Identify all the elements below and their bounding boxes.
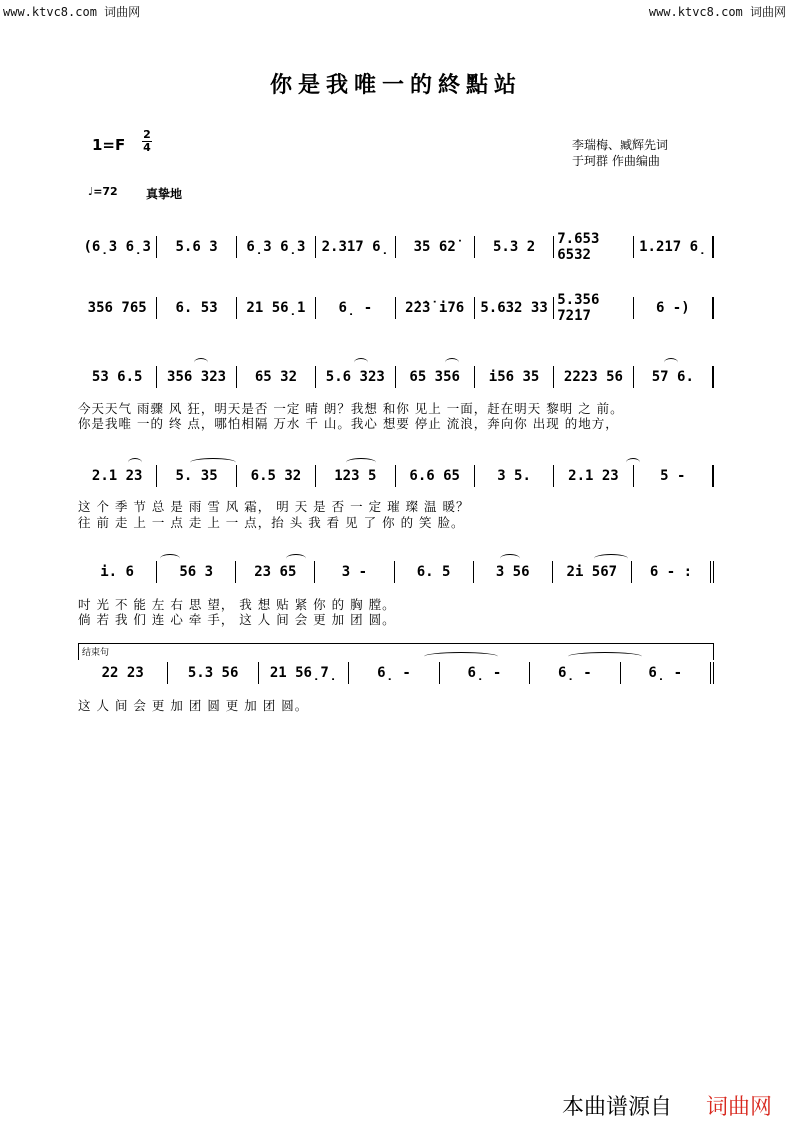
lyric-line: 今天天气 雨骤 风 狂，明天是否 一定 晴 朗？我想 和你 见上 一面，赶在明天 黎明 之 前。	[78, 401, 624, 416]
measure: i. 6	[78, 561, 157, 583]
measure: 3 5.	[475, 465, 554, 487]
measure: 22 23	[78, 662, 168, 684]
measure: 356 323	[157, 366, 236, 388]
measure: 3 -	[315, 561, 394, 583]
staff-row-3	[78, 366, 714, 388]
staff-row-2	[78, 292, 714, 324]
measure: 5.3 2	[475, 236, 554, 258]
measure: 6.6 65	[396, 465, 475, 487]
measure: 1.217 6̣	[634, 236, 714, 258]
watermark-right: www.ktvc8.com 词曲网	[648, 5, 786, 19]
credits	[572, 137, 668, 169]
staff-row-5	[78, 561, 714, 583]
measure: (6̣3 6̣3	[78, 236, 157, 258]
measure: 6̣ -	[440, 662, 530, 684]
measure: 6.5 32	[237, 465, 316, 487]
measure: 5. 35	[157, 465, 236, 487]
tie	[568, 652, 642, 661]
measure: 2223 56	[554, 366, 633, 388]
measure: 5.632 33	[475, 297, 554, 319]
tie	[424, 652, 498, 661]
measure: 5.6 3	[157, 236, 236, 258]
lyric-line: 这 个 季 节 总 是 雨 雪 风 霜， 明 天 是 否 一 定 璀 璨 温 暖？	[78, 499, 470, 514]
expression-marking: 真挚地	[146, 187, 183, 201]
lyric-line: 吋 光 不 能 左 右 思 望， 我 想 贴 紧 你 的 胸 膛。	[78, 597, 396, 612]
measure: 6̣3 6̣3	[237, 236, 316, 258]
measure: 6̣ -	[316, 297, 395, 319]
measure: 56 3	[157, 561, 236, 583]
time-signature-top: 2	[143, 128, 151, 141]
measure: i56 35	[475, 366, 554, 388]
measure: 2̇i 567	[553, 561, 632, 583]
composer-credit: 于珂群 作曲编曲	[572, 154, 660, 168]
measure: 3 56	[474, 561, 553, 583]
song-title: 你是我唯一的終點站	[269, 72, 522, 98]
measure: 21 56̣1	[237, 297, 316, 319]
measure: 6. 53	[157, 297, 236, 319]
key-signature: 1=F	[92, 136, 126, 154]
measure: 7.653 6532	[554, 236, 633, 258]
measure: 6 -)	[634, 297, 714, 319]
footer-source-label: 本曲谱源自	[562, 1095, 673, 1120]
time-signature	[141, 129, 153, 154]
tempo-marking: ♩=72	[88, 185, 118, 198]
measure: 21 56̣7̣	[259, 662, 349, 684]
lyric-line: 往 前 走 上 一 点 走 上 一 点，抬 头 我 看 见 了 你 的 笑 脸。	[78, 515, 465, 530]
measure: 356 765	[78, 297, 157, 319]
measure: 6̣ -	[621, 662, 714, 684]
measure: 5.356 72̇17	[554, 297, 633, 319]
measure: 6. 5	[395, 561, 474, 583]
measure: 57 6.	[634, 366, 714, 388]
measure: 6̣ -	[349, 662, 439, 684]
measure: 5.6 323	[316, 366, 395, 388]
staff-row-1	[78, 231, 714, 263]
measure: 6 - :	[632, 561, 714, 583]
staff-row-4	[78, 465, 714, 487]
lyric-line: 你是我唯 一的 终 点，哪怕相隔 万水 千 山。我心 想要 停止 流浪，奔向你 出现 的地方，	[78, 416, 619, 431]
ending-label: 结束句	[82, 648, 110, 658]
measure: 2.1 23	[554, 465, 633, 487]
measure: 6̣ -	[530, 662, 620, 684]
measure: 2.317 6̣	[316, 236, 395, 258]
lyric-line: 倘 若 我 们 连 心 牵 手， 这 人 间 会 更 加 团 圆。	[78, 612, 396, 627]
footer-site-link[interactable]: 词曲网	[706, 1095, 773, 1120]
measure: 53 6.5	[78, 366, 157, 388]
measure: 65 32	[237, 366, 316, 388]
time-signature-bottom: 4	[143, 141, 151, 154]
measure: 123 5	[316, 465, 395, 487]
lyric-line: 这 人 间 会 更 加 团 圆 更 加 团 圆。	[78, 698, 309, 713]
staff-row-6	[78, 662, 714, 684]
measure: 35 62̇	[396, 236, 475, 258]
lyricist-credit: 李瑞梅、臧辉先词	[572, 138, 669, 152]
measure: 5.3 56	[168, 662, 258, 684]
watermark-left: www.ktvc8.com 词曲网	[3, 5, 141, 19]
measure: 5 -	[634, 465, 714, 487]
measure: 2̇2̇3̇ i76	[396, 297, 475, 319]
measure: 2.1 23	[78, 465, 157, 487]
measure: 23 65	[236, 561, 315, 583]
measure: 65 356	[396, 366, 475, 388]
